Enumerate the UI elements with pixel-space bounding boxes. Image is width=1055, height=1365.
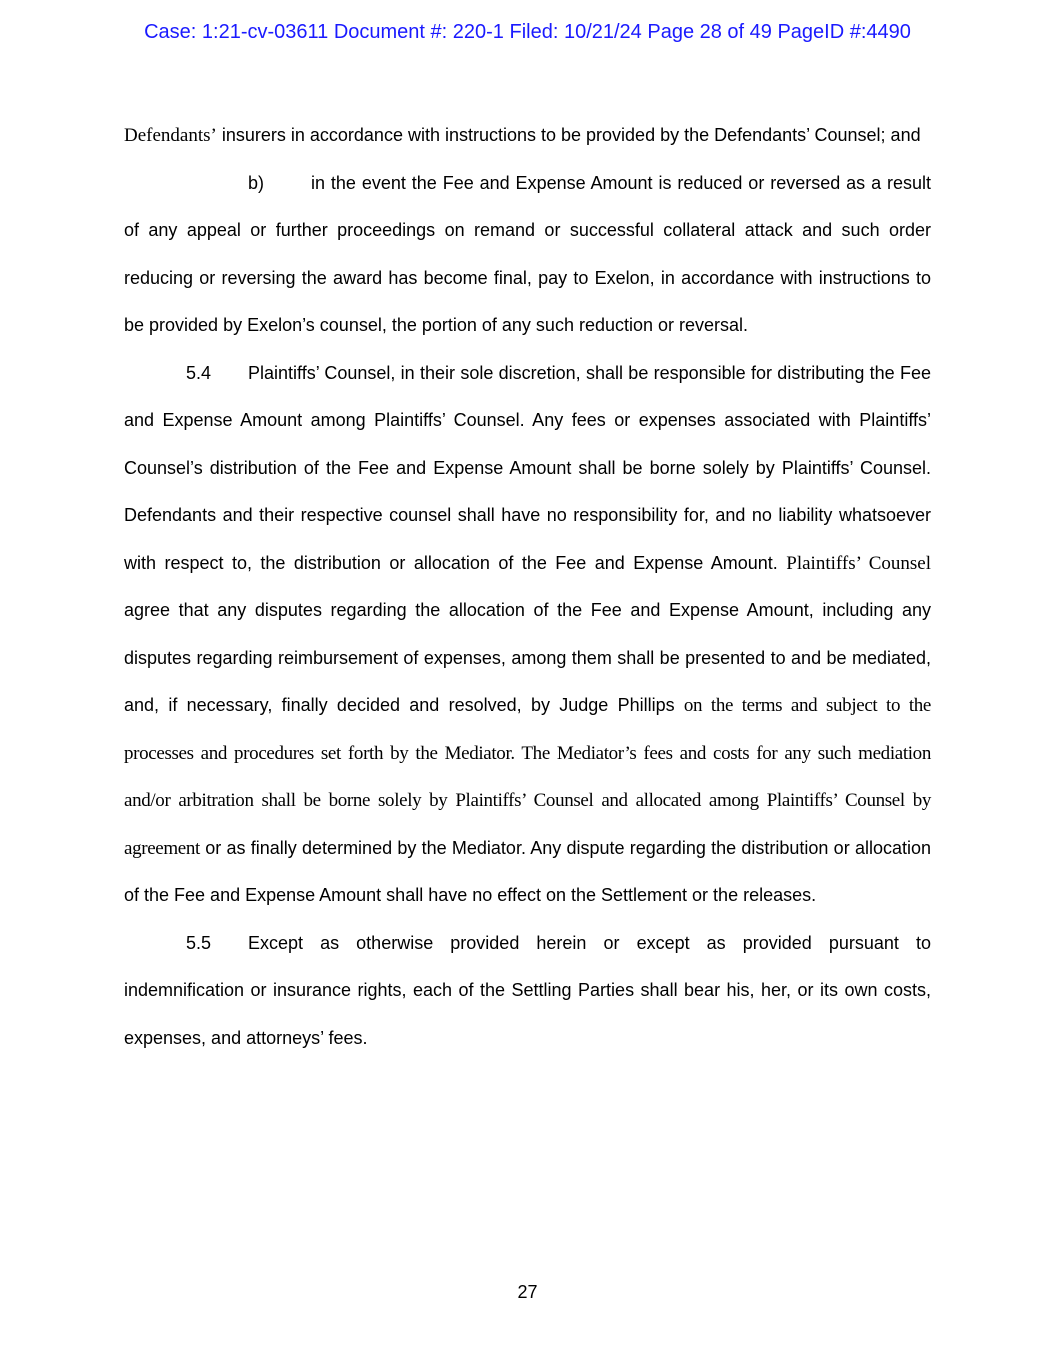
document-body <box>124 112 931 1062</box>
section-5-5-number: 5.5 <box>186 932 212 953</box>
section-5-4-text-b: Plaintiffs’ Counsel <box>786 552 931 574</box>
sub-item-b-text: in the event the Fee and Expense Amount is reduced or reversed as a result of any appeal or further proceedings on remand or successful collateral attack and such order reducing or reversing the award has become final, pay to Exelon, in accordance with instructions to be provided by Exelon’s counsel, the portion of any such reduction or reversal. <box>124 172 931 335</box>
section-5-4-number: 5.4 <box>186 362 212 383</box>
continuation-lead: Defendants’ <box>124 125 217 146</box>
page-number: 27 <box>517 1282 538 1302</box>
sub-item-b-label: b) <box>248 172 265 193</box>
section-5-4-text-a: Plaintiffs’ Counsel, in their sole discretion, shall be responsible for distributing the Fee and Expense Amount among Plaintiffs’ Counsel. Any fees or expenses associated with Plaintiffs’ Counsel’s distribution of the Fee and Expense Amount shall be borne solely by Plaintiffs’ Counsel. Defendants and their respective counsel shall have no responsibility for, and no liability whatsoever with respect to, the distribution or allocation of the Fee and Expense Amount. <box>124 362 931 573</box>
section-5-4-paragraph <box>124 350 931 920</box>
continuation-text: insurers in accordance with instructions to be provided by the Defendants’ Counsel; and <box>216 125 921 145</box>
section-5-4-text-c: agree that any disputes regarding the allocation of the Fee and Expense Amount, including any disputes regarding reimbursement of expenses, among them shall be presented to and be mediated, and, if necessary, finally decided and resolved, by Judge Phillips <box>124 600 931 715</box>
section-5-5-paragraph <box>124 920 931 1063</box>
section-5-5-text: Except as otherwise provided herein or except as provided pursuant to indemnification or insurance rights, each of the Settling Parties shall bear his, her, or its own costs, expenses, and attorneys’ fees. <box>124 932 931 1048</box>
case-header-stamp: Case: 1:21-cv-03611 Document #: 220-1 Filed: 10/21/24 Page 28 of 49 PageID #:4490 <box>144 21 911 43</box>
section-5-4-text-e: or as finally determined by the Mediator. Any dispute regarding the distribution or allocation of the Fee and Expense Amount shall have no effect on the Settlement or the releases. <box>124 837 931 905</box>
section-5-4-text-d: on the terms and subject to the processes and procedures set forth by the Mediator. The Mediator’s fees and costs for any such mediation and/or arbitration shall be borne solely by Plaintiffs’ Counsel and allocated among Plaintiffs’ Counsel by agreement <box>124 695 931 859</box>
continuation-paragraph <box>124 112 931 160</box>
sub-item-b <box>124 160 931 350</box>
